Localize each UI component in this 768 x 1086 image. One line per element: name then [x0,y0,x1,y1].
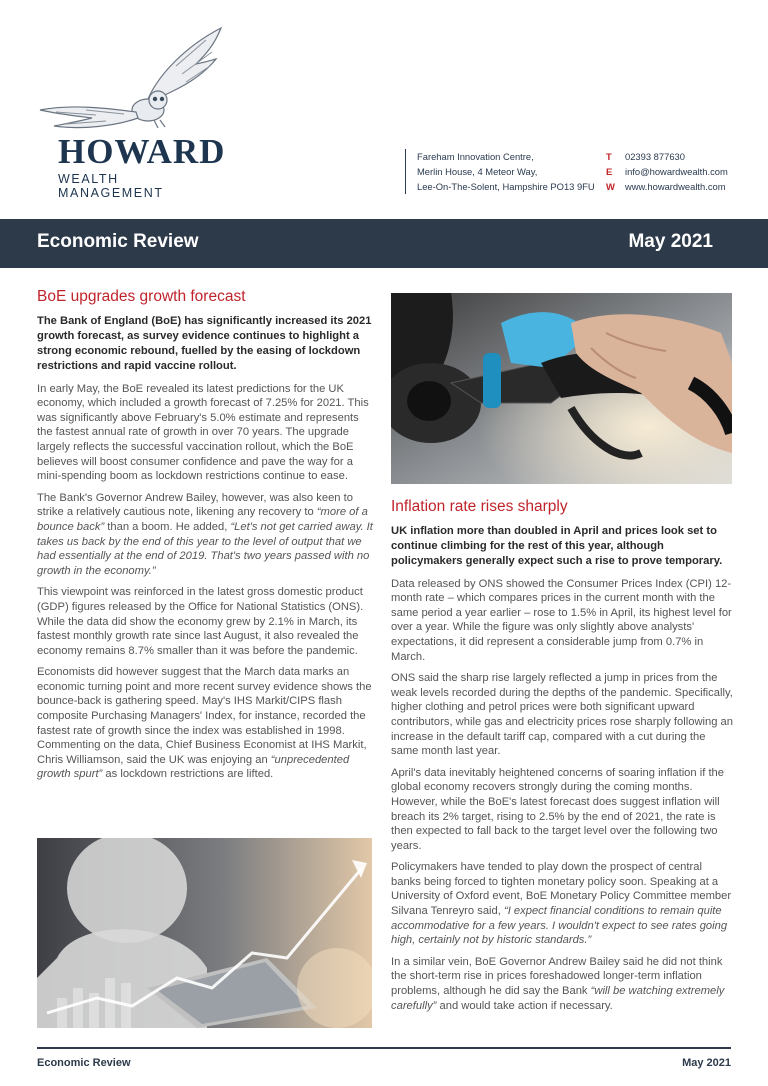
contact-email [606,164,728,179]
paragraph: ONS said the sharp rise largely reflected a jump in prices from the weak levels recorded during the depths of the pandemic. Specifically, higher clothing and petrol prices were both significant upward contributors, while gas and electricity prices rose sharply following an increase in the default tariff cap, compared with a cut during the same month last year. [391,672,733,758]
article-lead: The Bank of England (BoE) has significantly increased its 2021 growth forecast, as survey evidence continues to highlight a strong economic rebound, fuelled by the easing of lockdown restrictions and rapid vaccine rollout. [37,314,372,372]
article-growth-forecast [37,290,373,789]
text-run: Economists did however suggest that the March data marks an economic turning point and more recent survey evidence shows the bounce-back is gathering speed. May's IHS Markit/CIPS flash composite Purchasing Managers' Index, for instance, recorded the fastest rate of growth since the index was established in 1998. Commenting on the data, Chief Business Economist at IHS Markit, Chris Williamson, said the UK was enjoying an [37,666,372,766]
paragraph [37,491,373,579]
banner-date: May 2021 [628,231,713,252]
contact-key: T [606,151,612,162]
page-header [0,0,768,218]
footer-divider [37,1047,731,1049]
contact-key: W [606,181,615,192]
fuel-pump-image [391,293,732,484]
paragraph [391,860,734,948]
contact-web-link[interactable]: www.howardwealth.com [625,181,726,192]
contact-web [606,179,728,194]
owl-icon [36,26,226,136]
text-run: and would take action if necessary. [436,999,613,1012]
quote: “will be watching extremely carefully” [391,985,725,1012]
paragraph: This viewpoint was reinforced in the latest gross domestic product (GDP) figures released by the Office for National Statistics (ONS). While the data did show the economy grew by 2.1% in March, its fastest monthly growth rate since last August, it also revealed the economy remains 8.7% smaller than it was before the pandemic. [37,586,364,657]
address-line: Merlin House, 4 Meteor Way, [417,166,538,177]
quote: “Let's not get carried away. It takes us back by the end of this year to the level of output that we had essentially at the end of 2019. That's two years passed with no growth in the economy.” [37,520,373,577]
paragraph [391,955,734,1013]
brand-subtitle: WEALTH MANAGEMENT [58,172,164,200]
article-lead: UK inflation more than doubled in April and prices look set to continue climbing for the rest of this year, although policymakers generally expect such a rise to prove temporary. [391,524,723,567]
quote: “unprecedented growth spurt” [37,753,350,781]
contact-phone [606,149,728,164]
text-run: In a similar vein, BoE Governor Andrew Bailey said he did not think the short-term rise in prices foreshadowed longer-term inflation problems, although he did say the Bank [391,955,723,998]
text-run: than a boom. He added, [104,520,231,533]
brand-name: HOWARD [58,132,226,171]
article-heading: Inflation rate rises sharply [391,498,568,515]
text-run: The Bank's Governor Andrew Bailey, however, was also keen to strike a relatively cautious note, likening any recovery to [37,491,353,519]
address-line: Lee-On-The-Solent, Hampshire PO13 9FU [417,181,595,192]
article-heading: BoE upgrades growth forecast [37,288,246,305]
company-logo [36,26,226,200]
address-block [405,149,595,194]
address-line: Fareham Innovation Centre, [417,151,534,162]
paragraph: Data released by ONS showed the Consumer Prices Index (CPI) 12-month rate – which compares prices in the current month with the same period a year earlier – rose to 1.5% in April, its highest level for over a year. While the figure was only slightly above analysts' expectations, it did represent a considerable jump from 0.7% in March. [391,577,732,663]
footer-title: Economic Review [37,1057,131,1069]
paragraph: In early May, the BoE revealed its latest predictions for the UK economy, which included a growth forecast of 7.25% for 2021. This was significantly above February's 5.0% estimate and represents the fastest annual rate of growth in over 70 years. The upgrade largely reflects the successful vaccination rollout, which the BoE believes will boost consumer confidence and pave the way for a mini-spending boom as lockdown restrictions continue to ease. [37,382,369,483]
article-inflation [391,500,734,1020]
text-run: Policymakers have tended to play down the prospect of central banks being forced to tighten monetary policy soon. Speaking at a University of Oxford event, BoE Monetary Policy Committee member Silvana Tenreyro said, [391,861,732,918]
quote: “more of a bounce back” [37,506,368,533]
title-banner [0,219,768,268]
business-growth-image [37,838,372,1028]
banner-title: Economic Review [37,231,199,252]
contact-block [606,149,728,194]
paragraph [37,665,373,782]
paragraph: April's data inevitably heightened concerns of soaring inflation if the global economy recovers strongly during the coming months. However, while the BoE's latest forecast does suggest inflation will breach its 2% target, rising to 2.5% by the end of 2021, the rate is then expected to fall back to the target level over the following two years. [391,766,724,852]
contact-phone-value[interactable]: 02393 877630 [625,151,685,162]
text-run: as lockdown restrictions are lifted. [102,768,274,781]
contact-key: E [606,166,613,177]
footer-date: May 2021 [682,1057,731,1069]
quote: “I expect financial conditions to remain quite accommodative for a few years. I wouldn't expect to see rates going high, certainly not by historic standards.” [391,905,728,947]
contact-email-link[interactable]: info@howardwealth.com [625,166,728,177]
